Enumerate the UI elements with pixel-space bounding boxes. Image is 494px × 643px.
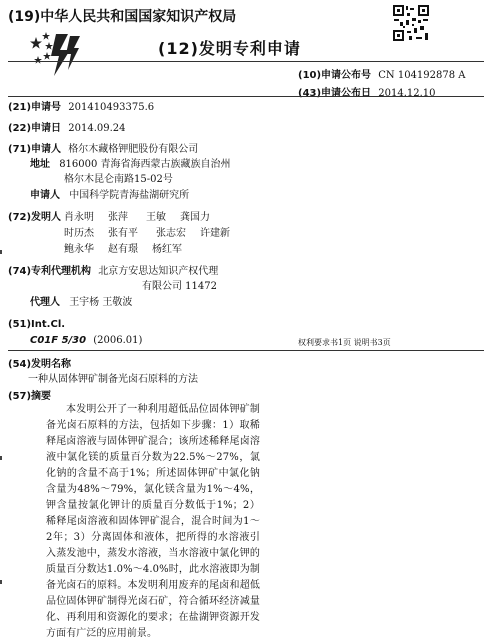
applicant-label: (71)申请人 [8, 144, 62, 155]
inventor-name: 鲍永华 [64, 244, 94, 255]
application-number-label: (21)申请号 [8, 102, 62, 113]
abstract-label: (57)摘要 [8, 391, 52, 402]
inventor-name: 赵有璟 [108, 244, 138, 255]
publication-number-label: (10)申请公布号 [298, 70, 372, 81]
agency-name: 北京方安思达知识产权代理 [98, 266, 219, 277]
biblio-divider [8, 96, 484, 97]
inventor-row-2 [64, 227, 230, 240]
header-divider [8, 61, 484, 62]
applicant-2-name: 中国科学院青海盐湖研究所 [69, 190, 190, 201]
agent-names: 王宇杨 王敬波 [69, 297, 133, 308]
inventor-row-3 [64, 243, 182, 256]
address-line-2: 格尔木昆仑南路15-02号 [64, 174, 173, 185]
applicant-2-row [30, 189, 189, 202]
filing-date-label: (22)申请日 [8, 123, 62, 134]
filing-date: 2014.09.24 [68, 123, 126, 134]
inventor-name: 肖永明 [64, 212, 94, 223]
abstract-divider [8, 350, 484, 351]
address-line-1: 816000 青海省海西蒙古族藏族自治州 [59, 159, 231, 170]
application-number: 201410493375.6 [68, 102, 155, 113]
inventor-row-1 [64, 211, 210, 224]
edge-mark [0, 250, 2, 254]
inventor-name: 王敏 [146, 212, 166, 223]
address-row [30, 158, 231, 171]
inventor-name: 时历杰 [64, 228, 94, 239]
agency-line-2: 有限公司 11472 [142, 281, 217, 292]
int-cl-row [30, 334, 142, 347]
abstract-text: 本发明公开了一种利用超低品位固体钾矿制备光卤石原料的方法，包括如下步骤：1）取稀释尾卤溶液与固体钾矿混合；该所述稀释尾卤溶液中氯化镁的质量百分数为22.5%～27%，氯化钠的含量不高于1%；所述固体钾矿中氯化钠含量为48%～79%，氯化镁含量为1%～4%，钾含量按氯化钾计的质量百分数低于1%；2）稀释尾卤溶液和固体钾矿混合，混合时间为1～2年；3）分离固体和液体，把所得的水溶液引入蒸发池中，蒸发水溶液，当水溶液中氯化钾的质量百分数达1.0%～4.0%时，此水溶液即为制备光卤石的原料。本发明利用废弃的尾卤和超低品位固体钾矿制得光卤石矿，符合循环经济减量化、再利用和资源化的要求；在盐湖钾资源开发方面有广泛的应用前景。 [46, 404, 260, 639]
page-count-note: 权利要求书1页 说明书3页 [298, 338, 391, 347]
address-label: 地址 [30, 159, 50, 170]
publication-date: 2014.12.10 [378, 88, 436, 99]
inventor-name: 张有平 [108, 228, 138, 239]
filing-date-row [8, 122, 126, 135]
application-number-row [8, 101, 154, 114]
edge-mark [0, 456, 2, 460]
agent-label: 代理人 [30, 297, 60, 308]
applicant-row [8, 143, 198, 156]
inventor-name: 许建新 [200, 228, 230, 239]
publication-date-label: (43)申请公布日 [298, 88, 372, 99]
invention-title-label: (54)发明名称 [8, 359, 72, 370]
patent-office-emblem-icon [26, 30, 82, 78]
int-cl-code: C01F 5/30 [30, 335, 87, 346]
agent-row [30, 296, 132, 309]
inventor-name: 杨红军 [152, 244, 182, 255]
int-cl-version: (2006.01) [93, 335, 143, 346]
inventor-name: 张萍 [108, 212, 128, 223]
agency-row [8, 265, 218, 278]
agency-label: (74)专利代理机构 [8, 266, 92, 277]
edge-mark [0, 580, 2, 584]
publication-number-row [298, 66, 466, 81]
publication-number: CN 104192878 A [378, 70, 466, 81]
inventor-label: (72)发明人 [8, 212, 62, 223]
office-name: (19)中华人民共和国国家知识产权局 [8, 9, 237, 25]
applicant-name: 格尔木藏格钾肥股份有限公司 [68, 144, 199, 155]
invention-title: 一种从固体钾矿制备光卤石原料的方法 [28, 374, 198, 385]
applicant-2-label: 申请人 [30, 190, 60, 201]
qr-code-icon [392, 4, 430, 42]
document-type-title: (12)发明专利申请 [158, 39, 301, 58]
int-cl-label: (51)Int.Cl. [8, 319, 66, 330]
inventor-name: 张志宏 [156, 228, 186, 239]
inventor-name: 龚国力 [180, 212, 210, 223]
